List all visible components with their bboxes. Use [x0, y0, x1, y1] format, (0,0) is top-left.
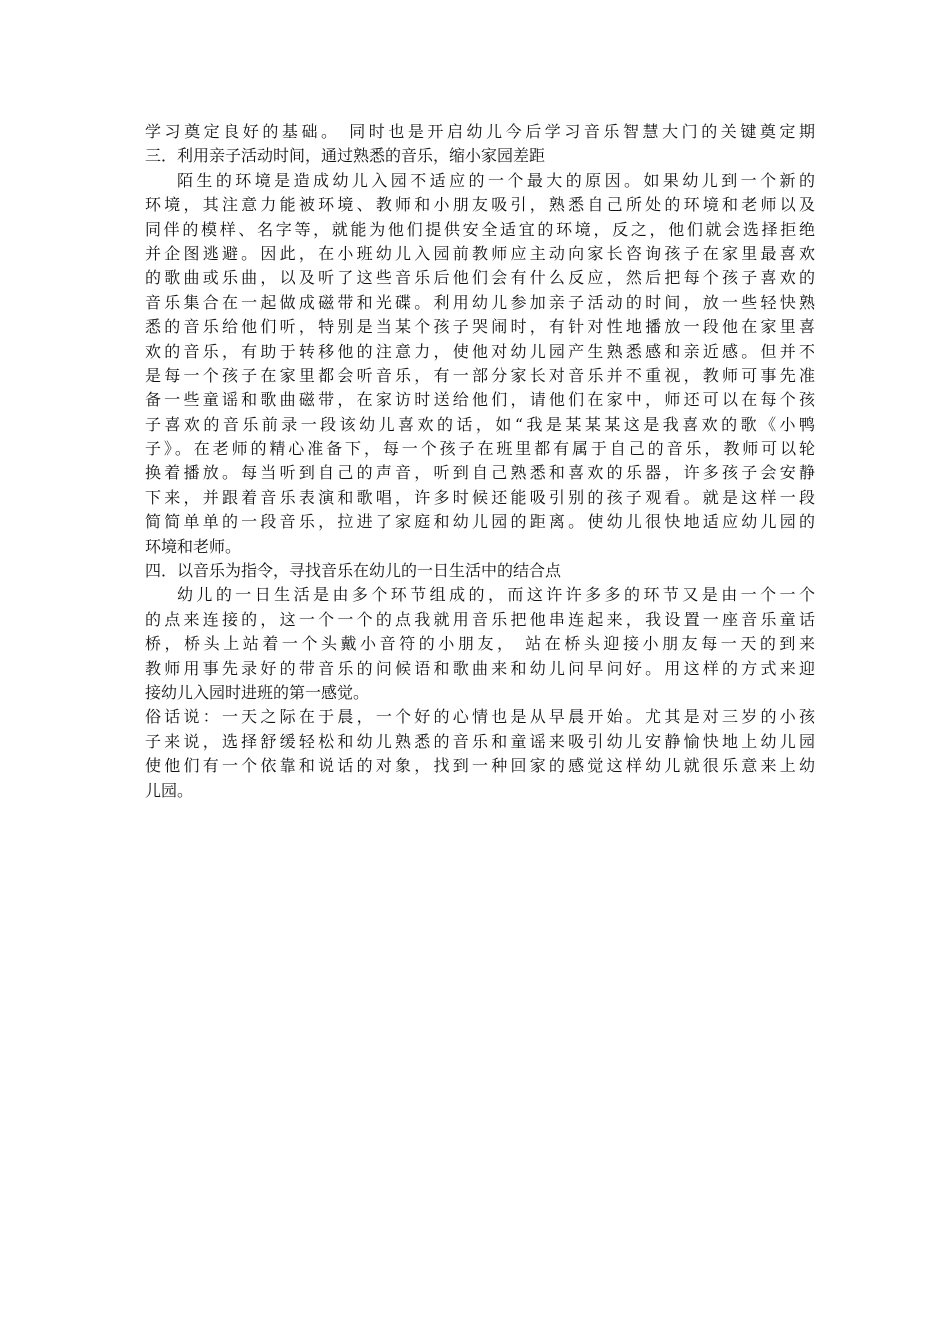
text-line: 的点来连接的，这一个一个的点我就用音乐把他串连起来，我设置一座音乐童话	[145, 609, 815, 629]
text-line: 子来说，选择舒缓轻松和幼儿熟悉的音乐和童谣来吸引幼儿安静愉快地上幼儿园	[145, 731, 815, 751]
text-line: 环境，其注意力能被环境、教师和小朋友吸引，熟悉自己所处的环境和老师以及	[145, 195, 815, 215]
text-line: 接幼儿入园时进班的第一感觉。	[145, 682, 370, 702]
document-body	[145, 120, 815, 803]
text-line: 幼儿的一日生活是由多个环节组成的，而这许许多多的环节又是由一个一个	[177, 585, 815, 605]
text-line: 音乐集合在一起做成磁带和光碟。利用幼儿参加亲子活动的时间，放一些轻快熟	[145, 292, 815, 312]
text-line: 陌生的环境是造成幼儿入园不适应的一个最大的原因。如果幼儿到一个新的	[177, 170, 815, 190]
section-heading-4: 四．以音乐为指令，寻找音乐在幼儿的一日生活中的结合点	[145, 561, 562, 581]
text-line: 子喜欢的音乐前录一段该幼儿喜欢的话，如“我是某某某这是我喜欢的歌《小鸭	[145, 414, 815, 434]
text-line: 换着播放。每当听到自己的声音，听到自己熟悉和喜欢的乐器，许多孩子会安静	[145, 463, 815, 483]
text-line: 使他们有一个依靠和说话的对象，找到一种回家的感觉这样幼儿就很乐意来上幼	[145, 756, 815, 776]
text-line: 学习奠定良好的基础。 同时也是开启幼儿今后学习音乐智慧大门的关键奠定期	[145, 122, 815, 141]
text-line: 是每一个孩子在家里都会听音乐，有一部分家长对音乐并不重视，教师可事先准	[145, 365, 815, 385]
text-line: 的歌曲或乐曲，以及听了这些音乐后他们会有什么反应，然后把每个孩子喜欢的	[145, 268, 815, 288]
text-line: 悉的音乐给他们听，特别是当某个孩子哭闹时，有针对性地播放一段他在家里喜	[145, 317, 815, 337]
text-line: 备一些童谣和歌曲磁带，在家访时送给他们，请他们在家中，师还可以在每个孩	[145, 390, 815, 410]
text-line: 同伴的模样、名字等，就能为他们提供安全适宜的环境，反之，他们就会选择拒绝	[145, 219, 815, 239]
text-line: 下来，并跟着音乐表演和歌唱，许多时候还能吸引别的孩子观看。就是这样一段	[145, 487, 815, 507]
text-line: 环境和老师。	[145, 536, 242, 556]
text-line: 并企图逃避。因此，在小班幼儿入园前教师应主动向家长咨询孩子在家里最喜欢	[145, 243, 815, 263]
text-line: 儿园。	[145, 780, 194, 800]
section-heading-3: 三．利用亲子活动时间，通过熟悉的音乐，缩小家园差距	[145, 146, 546, 166]
text-line: 简简单单的一段音乐，拉进了家庭和幼儿园的距离。使幼儿很快地适应幼儿园的	[145, 512, 815, 532]
text-line: 子》。在老师的精心准备下，每一个孩子在班里都有属于自己的音乐，教师可以轮	[145, 439, 815, 459]
text-line: 俗话说：一天之际在于晨，一个好的心情也是从早晨开始。尤其是对三岁的小孩	[145, 707, 815, 727]
text-line: 欢的音乐，有助于转移他的注意力，使他对幼儿园产生熟悉感和亲近感。但并不	[145, 341, 815, 361]
text-line: 桥，桥头上站着一个头戴小音符的小朋友， 站在桥头迎接小朋友每一天的到来	[145, 634, 815, 654]
text-line: 教师用事先录好的带音乐的问候语和歌曲来和幼儿问早问好。用这样的方式来迎	[145, 658, 815, 678]
